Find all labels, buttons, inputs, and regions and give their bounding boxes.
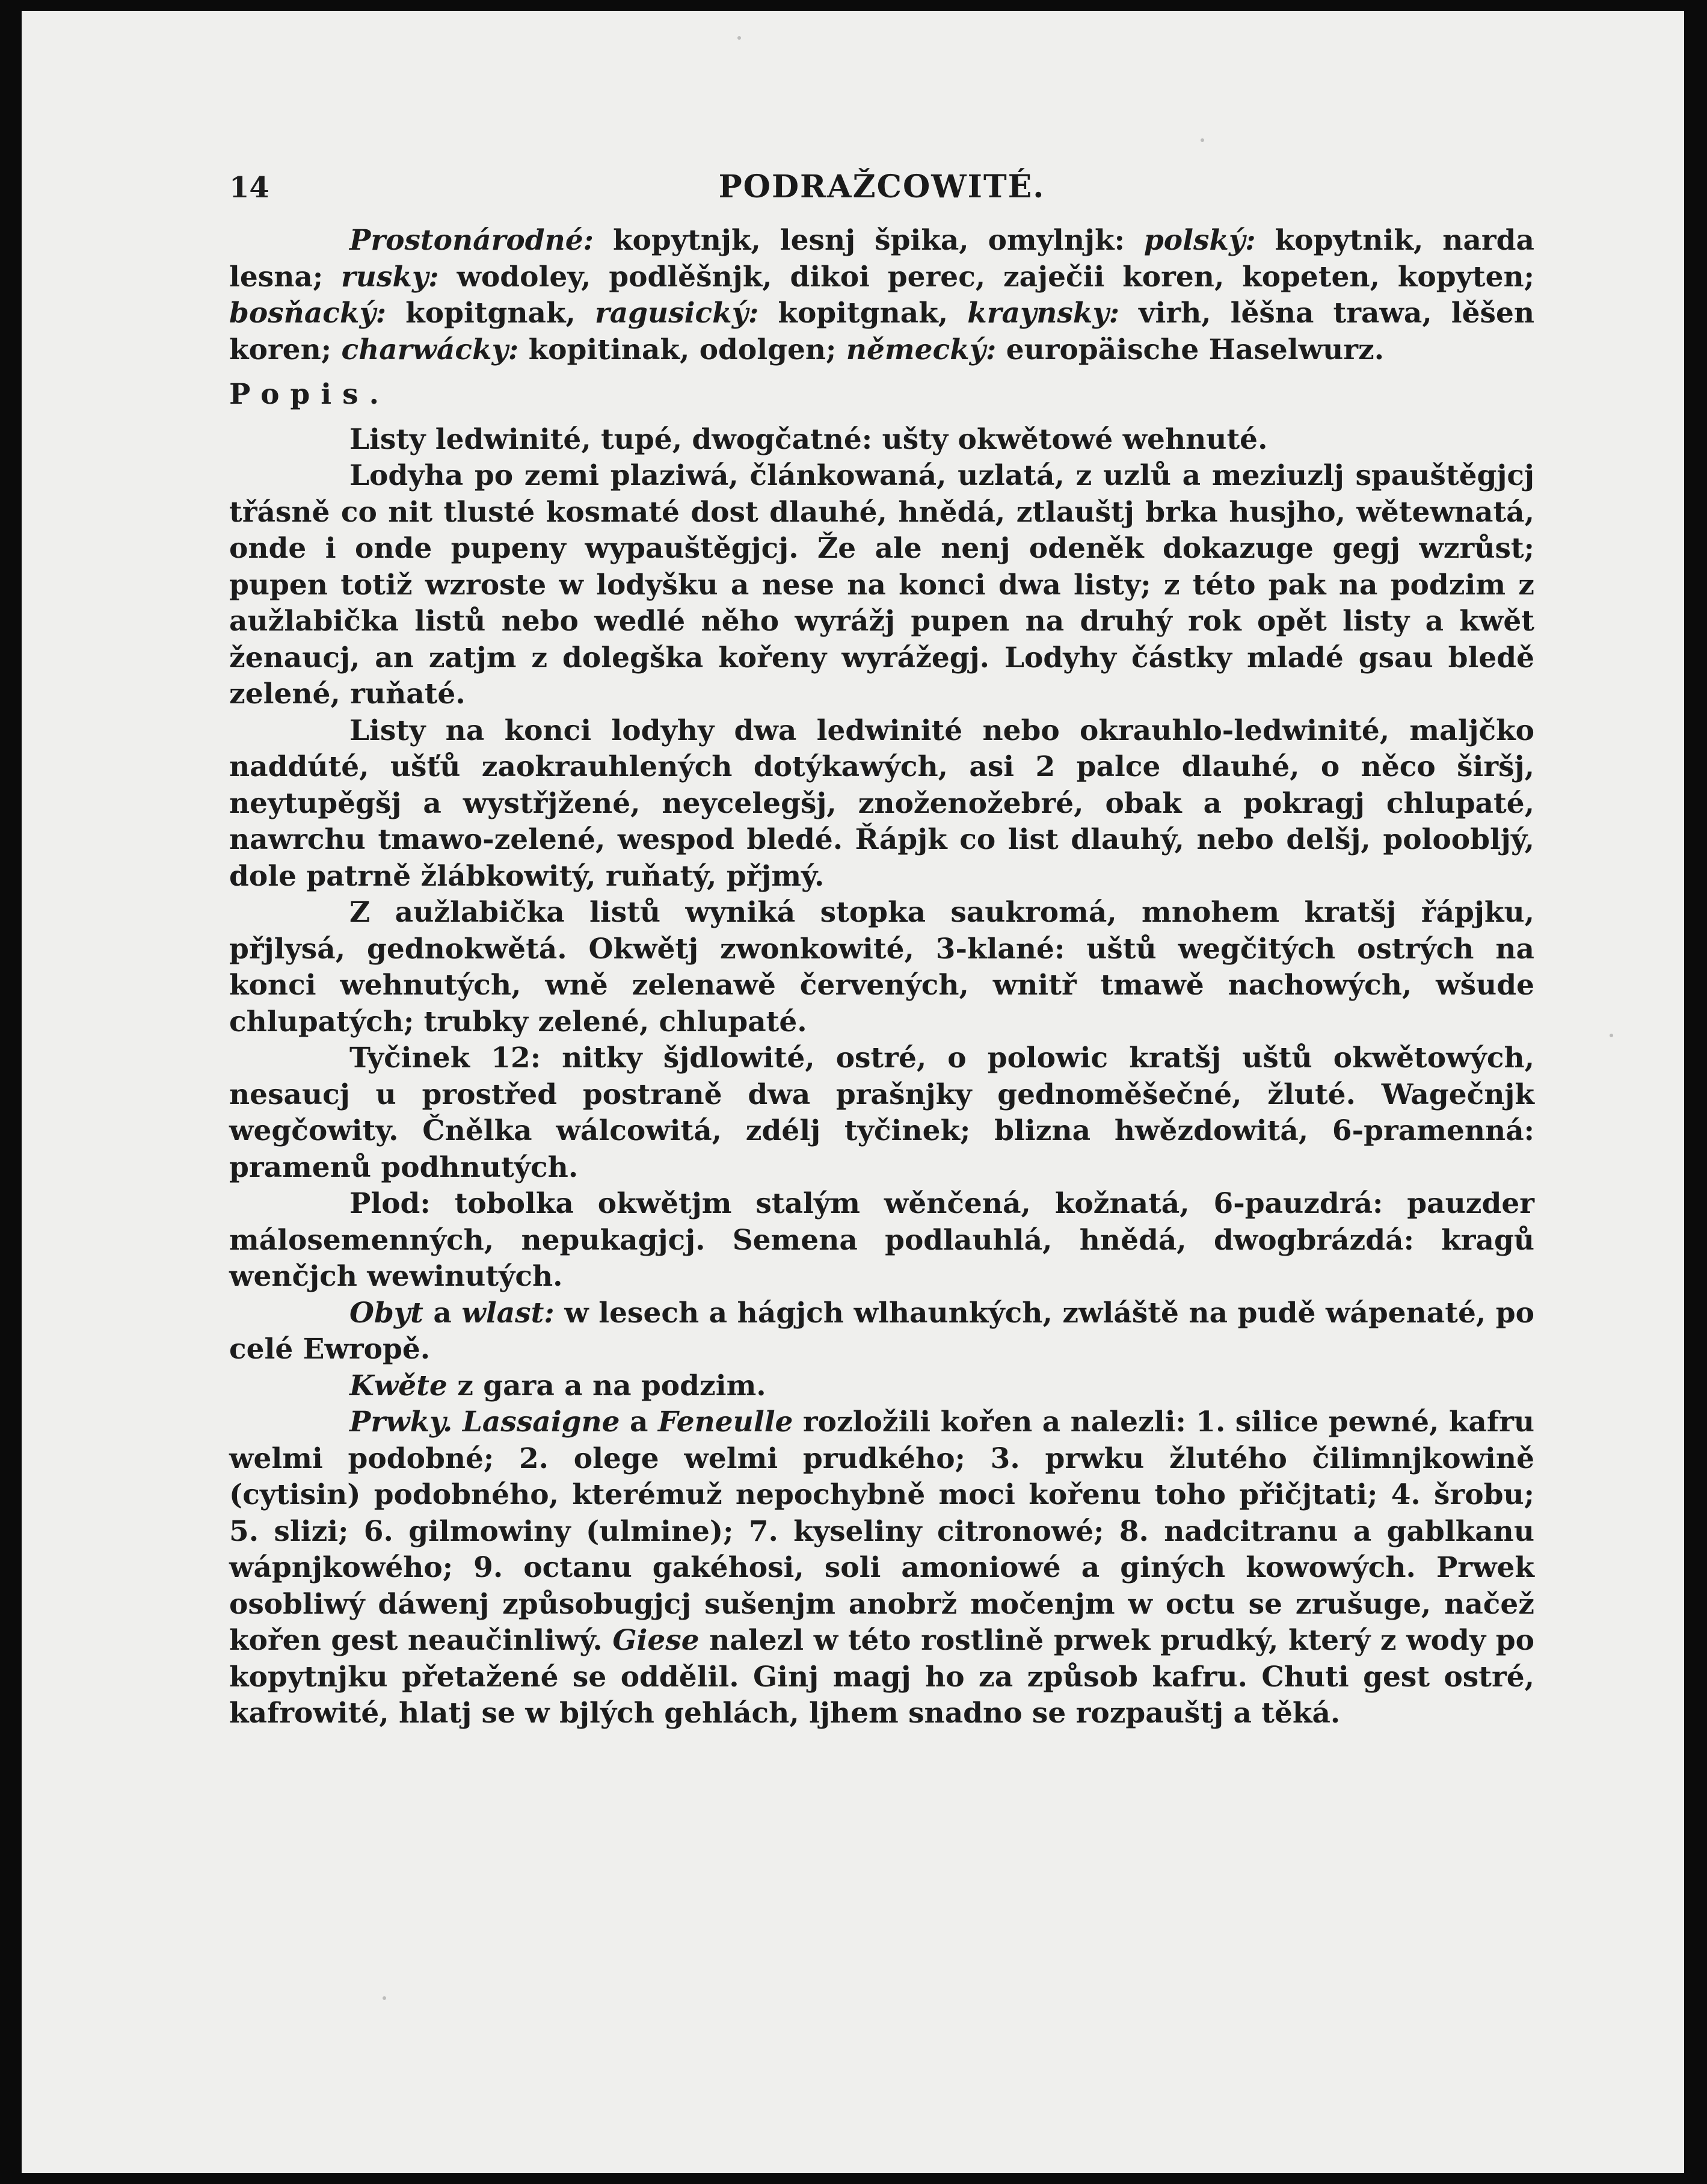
scan-speck [383,1996,386,2000]
italic-run: Lassaigne [462,1405,620,1439]
italic-run: charwácky: [341,333,519,366]
scan-speck [1610,1034,1613,1037]
text-run: Lodyha po zemi plaziwá, článkowaná, uzlatá, z uzlů a meziuzlj spauštěgjcj třásně co nit tlusté kosmaté dost dlauhé, hnědá, ztlauštj brka husjho, wětewnatá, onde i onde pupeny wypauštěgjcj. Že ale nenj odeněk dokazuge gegj wzrůst; pupen totiž wzroste w lodyšku a nese na konci dwa listy; z této pak na podzim z aužlabička listů nebo wedlé něho wyrážj pupen na druhý rok opět listy a kwět ženaucj, an zatjm z dolegška kořeny wyrážegj. Lodyhy částky mladé gsau bledě zelené, ruňaté. [229,459,1534,711]
text-run [452,1405,462,1439]
page-number: 14 [229,171,269,205]
paragraph [229,223,1534,368]
text-run: Tyčinek 12: nitky šjdlowité, ostré, o polowic kratšj uštů okwětowých, nesaucj u prostřed postraně dwa prašnjky gednoměšečné, žluté. Wagečnjk wegčowity. Čnělka wálcowitá, zdélj tyčinek; blizna hwězdowitá, 6-pramenná: pramenů podhnutých. [229,1041,1534,1184]
text-run: europäische Haselwurz. [996,333,1385,366]
section-heading [229,377,1534,413]
text-run: kopitgnak, [386,297,595,330]
paragraph [229,1368,1534,1405]
text-run: kopytnik, narda lesna; [229,224,1534,294]
paragraph [229,458,1534,713]
running-head: PODRAŽCOWITÉ. [718,168,1045,205]
text-run: Listy ledwinité, tupé, dwogčatné: ušty okwětowé wehnuté. [349,422,1268,456]
paragraph [229,1186,1534,1295]
text-run: Plod: tobolka okwětjm stalým wěnčená, kožnatá, 6-pauzdrá: pauzder málosemenných, nepukagjcj. Semena podlauhlá, hnědá, dwogbrázdá: kragů wenčjch wewinutých. [229,1187,1534,1293]
italic-run: Prostonárodné: [349,224,594,257]
italic-run: rusky: [341,260,439,294]
italic-run: ragusický: [594,297,759,330]
italic-run: Prwky. [349,1405,453,1439]
italic-run: wlast: [461,1296,555,1330]
italic-run: německý: [846,333,997,366]
italic-run: Obyt [349,1296,423,1330]
text-run: virh, lěšna trawa, lěšen koren; [229,297,1535,366]
text-run: wodoley, podlěšnjk, dikoi perec, zaječii koren, kopeten, kopyten; [438,260,1534,294]
text-run: a [423,1296,462,1330]
paragraph [229,713,1534,895]
body-text [229,223,1534,1732]
text-run: rozložili kořen a nalezli: 1. silice pewné, kafru welmi podobné; 2. olege welmi prudkého; 3. prwku žlutého čilimnjkowině (cytisin) podobného, kterémuž nepochybně moci kořenu toho přičjtati; 4. šrobu; 5. slizi; 6. gilmowiny (ulmine); 7. kyseliny citronowé; 8. nadcitranu a gablkanu wápnjkowého; 9. octanu gakéhosi, soli amoniowé a giných kowowých. Prwek osobliwý dáwenj způsobugjcj sušenjm anobrž močenjm w octu se zrušuge, načež kořen gest neaučinliwý. [229,1405,1535,1657]
paragraph [229,422,1534,458]
scanned-page [22,11,1684,2173]
text-run: kopytnjk, lesnj špika, omylnjk: [594,224,1144,257]
text-run: Z aužlabička listů wyniká stopka saukromá, mnohem kratšj řápjku, přjlysá, gednokwětá. Okwětj zwonkowité, 3-klané: uštů wegčitých ostrých na konci wehnutých, wně zelenawě červených, wnitř tmawě nachowých, wšude chlupatých; trubky zelené, chlupaté. [229,896,1534,1038]
paragraph [229,1295,1534,1368]
text-run: Listy na konci lodyhy dwa ledwinité nebo okrauhlo-ledwinité, maljčko naddúté, ušťů zaokrauhlených dotýkawých, asi 2 palce dlauhé, o něco širšj, neytupěgšj a wystřjžené, neycelegšj, znoženožebré, obak a pokragj chlupaté, nawrchu tmawo-zelené, wespod bledé. Řápjk co list dlauhý, nebo delšj, poloobljý, dole patrně žlábkowitý, ruňatý, přjmý. [229,714,1534,893]
text-run: nalezl w této rostlině prwek prudký, který z wody po kopytnjku přetažené se oddělil. Ginj magj ho za způsob kafru. Chuti gest ostré, kafrowité, hlatj se w bjlých gehlách, ljhem snadno se rozpauštj a těká. [229,1624,1534,1730]
text-run: w lesech a hágjch wlhaunkých, zwláště na pudě wápenaté, po celé Ewropě. [229,1296,1534,1366]
italic-run: Feneulle [657,1405,793,1439]
text-run: a [620,1405,658,1439]
paragraph [229,895,1534,1040]
text-run: Popis. [229,378,390,411]
italic-run: bosňacký: [229,297,387,330]
text-run: kopitinak, odolgen; [518,333,846,366]
italic-run: polský: [1143,224,1256,257]
italic-run: Kwěte [349,1369,448,1402]
scan-speck [1201,138,1204,142]
text-run: z gara a na podzim. [447,1369,766,1402]
page-header [229,162,1534,211]
text-run: kopitgnak, [758,297,968,330]
scan-speck [737,36,741,40]
paragraph [229,1040,1534,1186]
italic-run: kraynsky: [967,297,1120,330]
italic-run: Giese [612,1624,700,1657]
paragraph [229,1404,1534,1732]
